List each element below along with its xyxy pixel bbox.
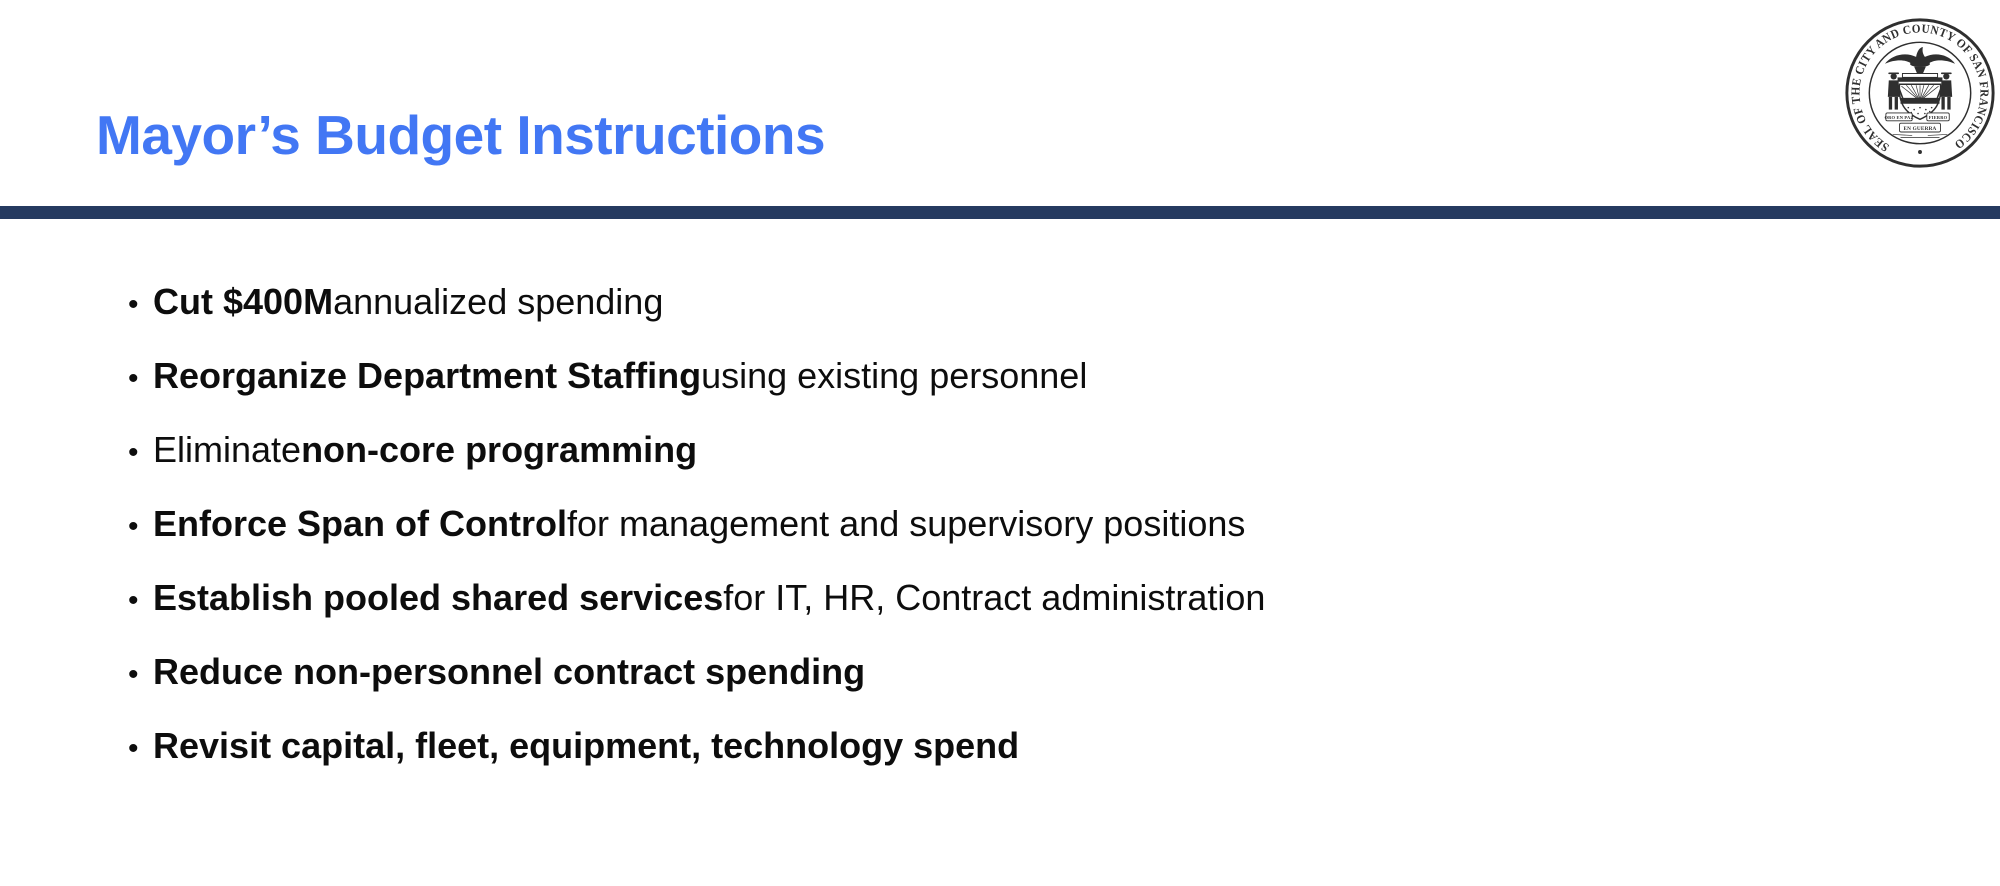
ground-hatching [1893, 134, 1948, 137]
bullet-dot: • [128, 288, 139, 321]
seal-ring-dot [1918, 150, 1922, 154]
bullet-item [128, 503, 1265, 548]
bullet-item [128, 429, 1265, 474]
bullet-text-bold: Reorganize Department Staffing [153, 355, 702, 396]
bullet-item [128, 577, 1265, 622]
bullet-item [128, 281, 1265, 326]
bullet-text: annualized spending [333, 281, 664, 322]
bullet-item [128, 725, 1265, 770]
bullet-text-bold: Cut $400M [153, 281, 334, 322]
harbor-band [1901, 98, 1940, 104]
motto-bottom-text: EN GUERRA [1903, 125, 1937, 132]
motto-right-text: FIERRO [1928, 114, 1948, 120]
bullet-text: Eliminate [153, 429, 302, 470]
sf-seal-graphic [1842, 13, 1998, 173]
bullet-text-bold: Enforce Span of Control [153, 503, 567, 544]
bullet-text: for IT, HR, Contract administration [723, 577, 1266, 618]
eagle-icon [1885, 47, 1955, 67]
bullet-dot: • [128, 732, 139, 765]
bullet-list [128, 281, 1265, 799]
bullet-dot: • [128, 658, 139, 691]
bullet-item [128, 651, 1265, 696]
bullet-dot: • [128, 584, 139, 617]
bullet-text-bold: Revisit capital, fleet, equipment, technology spend [153, 725, 1020, 766]
bullet-dot: • [128, 362, 139, 395]
crest-bar-bottom [1898, 77, 1943, 81]
seal-ring-text: SEAL OF THE CITY AND COUNTY OF SAN FRANCISCO [1848, 21, 1992, 155]
bullet-text: using existing personnel [701, 355, 1088, 396]
title-divider [0, 206, 2000, 219]
bullet-text-bold: non-core programming [301, 429, 698, 470]
motto-left-text: ORO EN PAZ [1884, 114, 1914, 120]
bullet-text-bold: Establish pooled shared services [153, 577, 724, 618]
bullet-text: for management and supervisory positions [567, 503, 1246, 544]
sf-city-seal [1842, 13, 1998, 173]
bullet-item [128, 355, 1265, 400]
bullet-dot: • [128, 510, 139, 543]
eagle-tail [1914, 67, 1926, 74]
bullet-text-bold: Reduce non-personnel contract spending [153, 651, 866, 692]
crest-bar-top [1902, 74, 1937, 78]
bullet-dot: • [128, 436, 139, 469]
page-title: Mayor’s Budget Instructions [96, 104, 826, 166]
